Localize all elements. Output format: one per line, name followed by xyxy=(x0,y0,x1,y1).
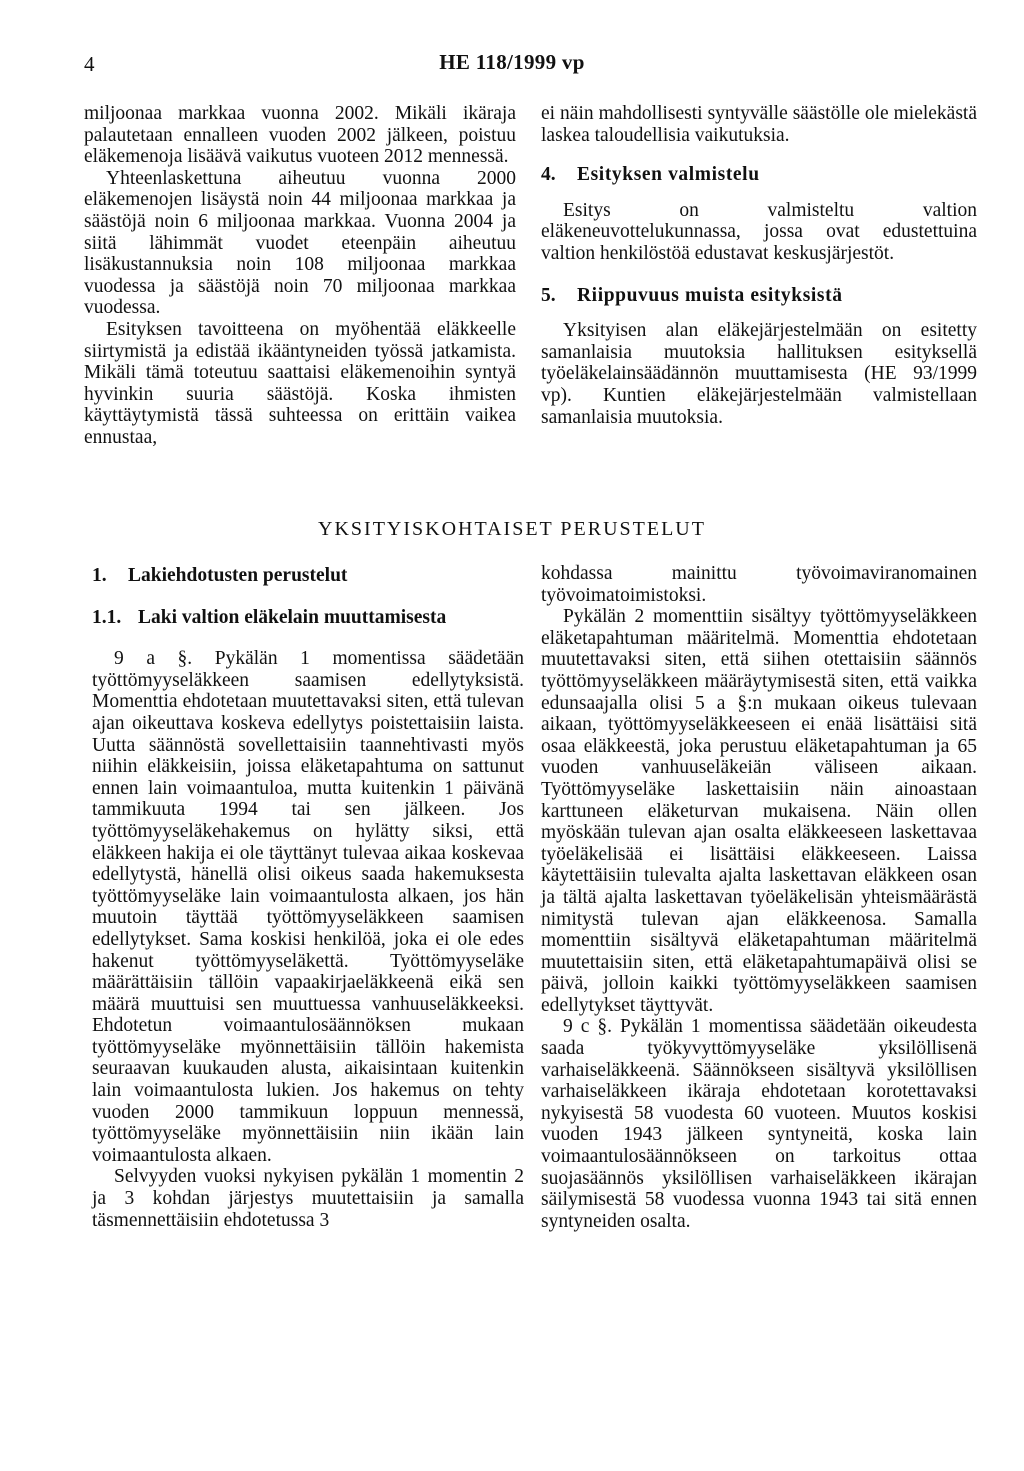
page-number: 4 xyxy=(84,52,95,76)
heading-title: Laki valtion eläkelain muuttamisesta xyxy=(138,606,447,628)
paragraph: 9 c §. Pykälän 1 momentissa säädetään oikeudesta saada työkyvyttömyyseläke yksilöllisenä varhaiseläkkeenä. Säännökseen sisältyvä yksilöllisen varhaiseläkkeen ikäraja ehdotetaan korotettavaksi nykyisestä 58 vuodesta 60 vuoteen. Muutos koskisi vuoden 1943 jälkeen syntyneitä, koska lain voimaantulosäännökseen on tarkoitus ottaa suojasäännös yksilöllisen varhaiseläkkeen ikärajan säilymisestä 58 vuodessa vuonna 1943 tai sitä ennen syntyneiden osalta. xyxy=(541,1016,977,1232)
section-number: 5. xyxy=(541,284,556,306)
left-column-top xyxy=(84,103,516,449)
heading-1-1 xyxy=(92,607,524,629)
section-title: Esityksen valmistelu xyxy=(577,164,760,186)
paragraph: Selvyyden vuoksi nykyisen pykälän 1 momentin 2 ja 3 kohdan järjestys muutettaisiin ja samalla täsmennettäisiin ehdotetussa 3 xyxy=(92,1166,524,1231)
paragraph: Yksityisen alan eläkejärjestelmään on esitetty samanlaisia muutoksia hallituksen esityksellä työeläkelainsäädännön muuttamisesta (HE 93/1999 vp). Kuntien eläkejärjestelmään valmistellaan samanlaisia muutoksia. xyxy=(541,320,977,428)
paragraph: 9 a §. Pykälän 1 momentissa säädetään työttömyyseläkkeen saamisen edellytyksistä. Momenttia ehdotetaan muutettavaksi siten, että tulevan ajan oikeuttava koskeva edellytys poistettaisiin laista. Uutta säännöstä sovellettaisiin taannehtivasti myös niihin eläkkeisiin, joissa eläketapahtuma on sattunut ennen lain voimaantuloa, mutta kuitenkin 1 päivänä tammikuuta 1994 tai sen jälkeen. Jos työttömyyseläkehakemus on hylätty siksi, että eläkkeen hakija ei ole täyttänyt tulevaa aikaa koskevaa edellytystä, hänellä olisi oikeus saada hakemuksesta työttömyyseläke lain voimaantulosta alkaen, jos hän muutoin täyttää työttömyyseläkkeen saamisen edellytykset. Sama koskisi henkilöä, joka ei ole edes hakenut työttömyyseläkettä. Työttömyyseläke määrättäisiin tällöin vapaakirjaeläkkeenä eikä sen määrä muuttuisi sen muuttuessa vanhuuseläkkeeksi. Ehdotetun voimaantulosäännöksen mukaan työttömyyseläke myönnettäisiin tällöin hakemista seuraavan kuukauden alusta, aikaisintaan kuitenkin lain voimaantulosta lukien. Jos hakemus on tehty vuoden 2000 tammikuun loppuun mennessä, työttömyyseläke myönnettäisiin niin ikään lain voimaantulosta alkaen. xyxy=(92,648,524,1166)
paragraph: Esityksen tavoitteena on myöhentää eläkkeelle siirtymistä ja edistää ikääntyneiden työssä jatkamista. Mikäli tämä toteutuu saattaisi eläkemenoihin syntyä hyvinkin suuria säästöjä. Koska ihmisten käyttäytymistä tässä suhteessa on erittäin vaikea ennustaa, xyxy=(84,318,516,448)
running-header: HE 118/1999 vp xyxy=(439,50,585,74)
section-heading-5 xyxy=(541,285,977,307)
heading-number: 1.1. xyxy=(92,606,122,628)
section-heading-4 xyxy=(541,164,977,186)
left-column-bottom xyxy=(92,565,524,1231)
right-column-top xyxy=(541,103,977,428)
section-title: Riippuvuus muista esityksistä xyxy=(577,284,843,306)
section-number: 4. xyxy=(541,164,556,186)
heading-title: Lakiehdotusten perustelut xyxy=(128,565,348,586)
paragraph: Yhteenlaskettuna aiheutuu vuonna 2000 eläkemenojen lisäystä noin 44 miljoonaa markkaa ja säästöjä noin 6 miljoonaa markkaa. Vuonna 2004 ja siitä lähimmät vuodet eteenpäin aiheutuu lisäkustannuksia noin 108 miljoonaa markkaa vuodessa ja säästöjä noin 70 miljoonaa markkaa vuodessa. xyxy=(84,167,516,319)
paragraph: ei näin mahdollisesti syntyvälle säästölle ole mielekästä laskea taloudellisia vaikutuksia. xyxy=(541,103,977,146)
right-column-bottom xyxy=(541,563,977,1232)
heading-1 xyxy=(92,565,524,587)
paragraph: kohdassa mainittu työvoimaviranomainen työvoimatoimistoksi. xyxy=(541,563,977,606)
paragraph: Esitys on valmisteltu valtion eläkeneuvottelukunnassa, jossa ovat edustettuina valtion henkilöstöä edustavat keskusjärjestöt. xyxy=(541,199,977,264)
paragraph: miljoonaa markkaa vuonna 2002. Mikäli ikäraja palautetaan ennalleen vuoden 2002 jälkeen, poistuu eläkemenoja lisäävä vaikutus vuoteen 2012 mennessä. xyxy=(84,103,516,168)
heading-number: 1. xyxy=(92,565,107,586)
section-title-main: YKSITYISKOHTAISET PERUSTELUT xyxy=(318,518,706,540)
paragraph: Pykälän 2 momenttiin sisältyy työttömyyseläkkeen eläketapahtuman määritelmä. Momenttia ehdotetaan muutettavaksi siten, että siihen otettaisiin säännös työttömyyseläkkeen määräytymisestä siten, että vaikka edunsaajalla olisi 5 a §:n mukaan oikeus tulevaan aikaan, työttömyyseläkkeeseen ei enää lisättäisi sitä osaa eläkkeestä, joka perustuu eläketapahtuman ja 65 vuoden vanhuuseläkeiän väliseen aikaan. Työttömyyseläke laskettaisiin näin ainoastaan karttuneen eläketurvan mukaisena. Näin ollen myöskään tulevan ajan osalta eläkkeeseen laskettavaa työeläkelisää ei lisättäisi eläkkeeseen. Laissa käytettäisiin tulevalta ajalta laskettavan eläkkeen osan ja tältä ajalta laskettavan työeläkelisän yhteismäärästä nimitystä tulevan ajan eläkkeenosa. Samalla momenttiin sisältyvä eläketapahtuman määritelmä muutettaisiin siten, että eläketapahtumapäivä olisi se päivä, jolloin kaikki työttömyyseläkkeen saamisen edellytykset täyttyvät. xyxy=(541,606,977,1016)
